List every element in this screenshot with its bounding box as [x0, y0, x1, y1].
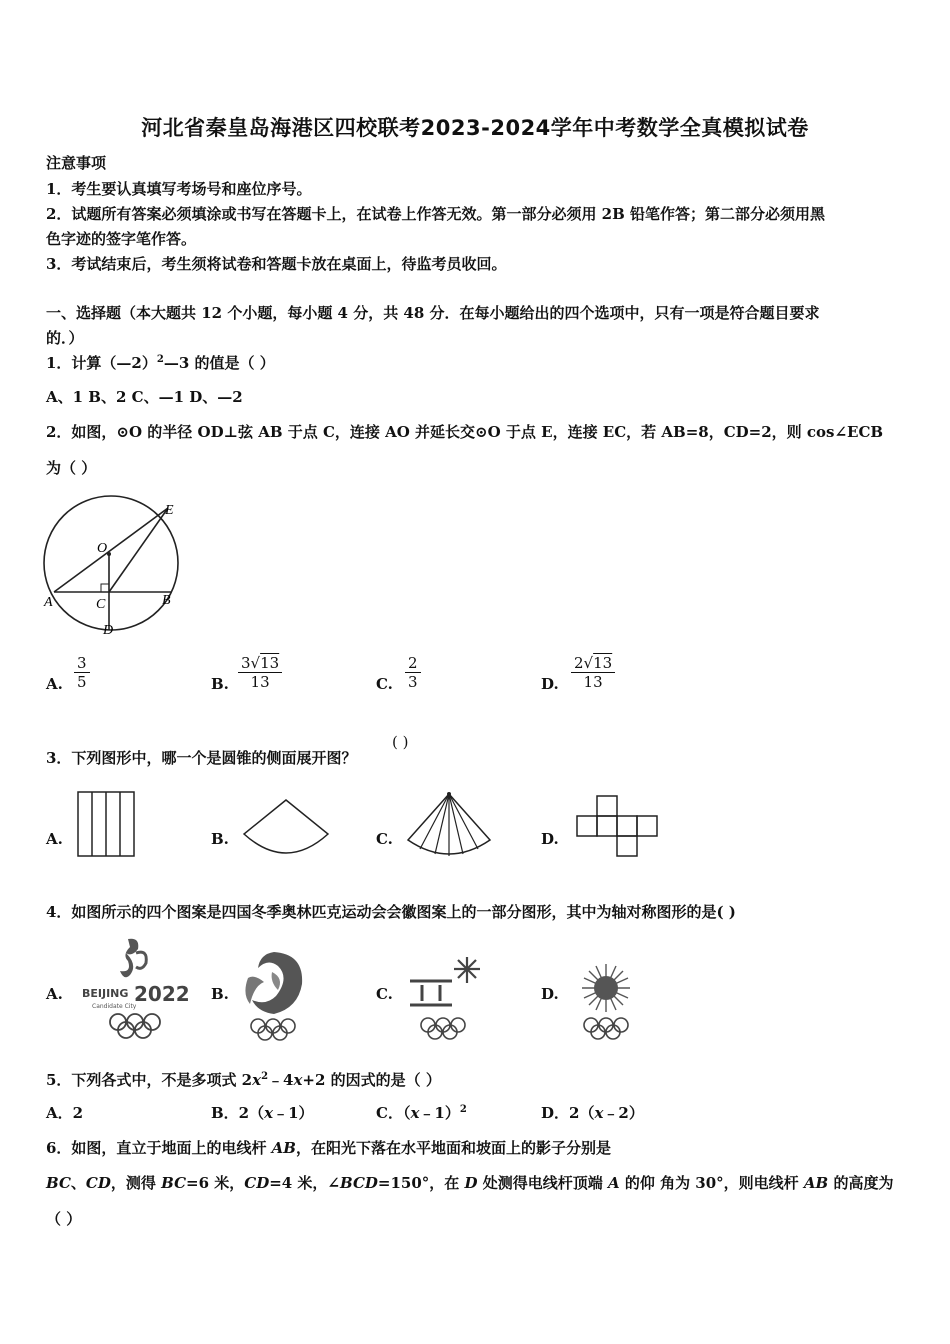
- notice-heading: 注意事项: [46, 154, 107, 172]
- q5-option-c[interactable]: C．（x﹣1）$^2$: [376, 1104, 467, 1122]
- q3-option-a-label[interactable]: A.: [46, 830, 63, 848]
- q2-label-o: O: [97, 541, 108, 556]
- q3-option-b-figure: [242, 798, 330, 858]
- q4-option-d-label[interactable]: D.: [541, 985, 559, 1003]
- q4-option-a-logo: [80, 935, 190, 1041]
- q5-option-a[interactable]: A．2: [46, 1104, 84, 1122]
- q2-label-c: C: [96, 597, 106, 612]
- q2-label-d: D: [103, 623, 114, 638]
- section-heading: 一、选择题（本大题共 12 个小题，每小题 4 分，共 48 分．在每小题给出的四个选项中，只有一项是符合题目要求: [46, 304, 820, 322]
- q2-center-dot: [107, 552, 111, 556]
- q3-option-c-figure: [406, 792, 492, 860]
- q6-answer-paren: （ ）: [46, 1210, 82, 1228]
- q4-option-d-logo: [574, 960, 638, 1042]
- q2-right-angle: [101, 584, 109, 592]
- q2-option-d-label[interactable]: D.: [541, 675, 559, 693]
- notice-item-2: 2．试题所有答案必须填涂或书写在答题卡上，在试卷上作答无效。第一部分必须用 2B 铅笔作答；第二部分必须用黑: [46, 205, 826, 223]
- q2-option-a-label[interactable]: A.: [46, 675, 63, 693]
- q1-options: A、1 B、2 C、—1 D、—2: [46, 388, 243, 406]
- svg-text:BEIJING: BEIJING: [82, 987, 129, 1000]
- q2-line-ec: [109, 508, 168, 592]
- q4-stem: 4．如图所示的四个图案是四国冬季奥林匹克运动会会徽图案上的一部分图形，其中为轴对称图形的是( ): [46, 903, 736, 921]
- q3-option-d-figure: [576, 795, 660, 859]
- q4-option-b-label[interactable]: B.: [211, 985, 229, 1003]
- q2-circle-figure: [40, 486, 190, 641]
- q4-option-b-logo: [238, 948, 312, 1040]
- q3-option-c-label[interactable]: C.: [376, 830, 393, 848]
- section-heading-cont: 的．）: [46, 329, 84, 347]
- q2-option-b-label[interactable]: B.: [211, 675, 229, 693]
- q5-option-b[interactable]: B．2（x﹣1）: [211, 1104, 314, 1122]
- q3-option-a-figure: [77, 791, 135, 857]
- page-title: 河北省秦皇岛海港区四校联考2023-2024学年中考数学全真模拟试卷: [141, 116, 809, 140]
- q2-stem-cont: 为（ ）: [46, 459, 97, 477]
- q5-option-d[interactable]: D．2（x﹣2）: [541, 1104, 644, 1122]
- q6-stem-cont: BC、CD，测得 BC=6 米，CD=4 米，∠BCD=150°，在 D 处测得电线杆顶端 A 的仰 角为 30°，则电线杆 AB 的高度为: [46, 1174, 894, 1192]
- q1-stem: 1．计算（—2）$^2$—3 的值是（ ）: [46, 354, 275, 372]
- q3-option-b-label[interactable]: B.: [211, 830, 229, 848]
- q3-option-d-label[interactable]: D.: [541, 830, 559, 848]
- q3-stem: 3．下列图形中，哪一个是圆锥的侧面展开图？: [46, 749, 357, 767]
- notice-item-1: 1．考生要认真填写考场号和座位序号。: [46, 180, 312, 198]
- svg-text:2022: 2022: [134, 982, 190, 1006]
- q4-option-c-label[interactable]: C.: [376, 985, 393, 1003]
- q2-option-b-fraction: $\frac{3√13}{13}$: [238, 654, 282, 691]
- q2-option-c-label[interactable]: C.: [376, 675, 393, 693]
- notice-item-2-cont: 色字迹的签字笔作答。: [46, 230, 197, 248]
- q2-stem: 2．如图，⊙O 的半径 OD⊥弦 AB 于点 C，连接 AO 并延长交⊙O 于点 E，连接 EC，若 AB=8，CD=2，则 cos∠ECB: [46, 423, 884, 441]
- q2-label-e: E: [165, 503, 174, 518]
- q4-option-c-logo: [408, 955, 486, 1041]
- q2-line-ae: [54, 508, 168, 592]
- q2-label-a: A: [44, 595, 53, 610]
- notice-item-3: 3．考试结束后，考生须将试卷和答题卡放在桌面上，待监考员收回。: [46, 255, 507, 273]
- q4-option-a-label[interactable]: A.: [46, 985, 63, 1003]
- q5-stem: 5．下列各式中，不是多项式 $2x^2﹣4x+2$ 的因式的是（ ）: [46, 1071, 441, 1089]
- q3-answer-paren: ( ): [392, 733, 409, 751]
- q2-option-c-fraction: $\frac{2}{3}$: [405, 654, 421, 691]
- q2-label-b: B: [162, 593, 171, 608]
- q2-option-a-fraction: $\frac{3}{5}$: [74, 654, 90, 691]
- svg-text:Candidate City: Candidate City: [92, 1003, 137, 1010]
- q2-option-d-fraction: $\frac{2√13}{13}$: [571, 654, 615, 691]
- q6-stem: 6．如图，直立于地面上的电线杆 AB，在阳光下落在水平地面和坡面上的影子分别是: [46, 1139, 612, 1157]
